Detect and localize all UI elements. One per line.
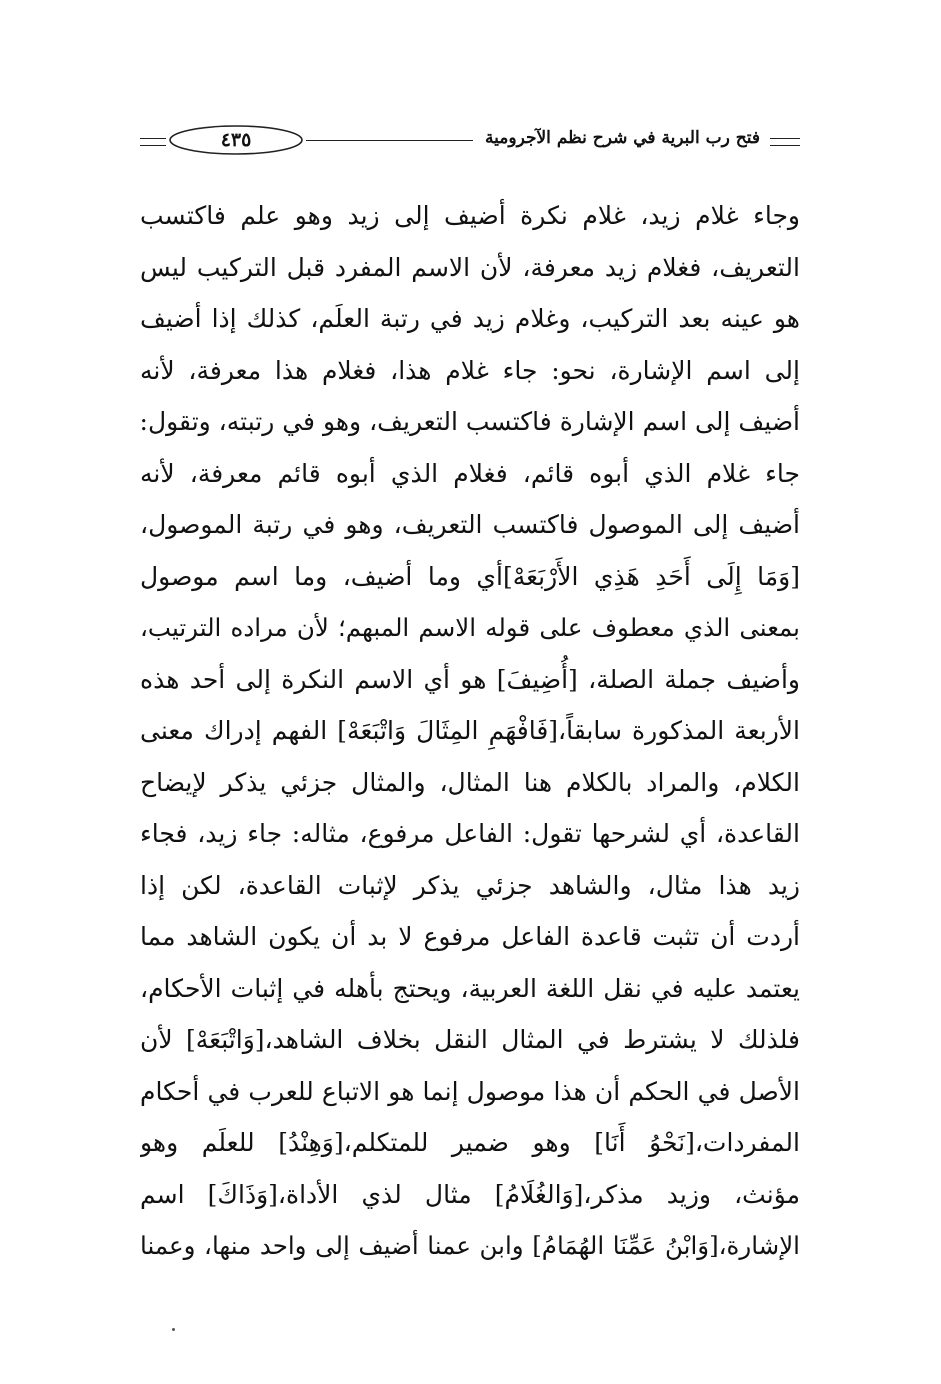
text-line: الأربعة المذكورة سابقاً،[فَافْهَمِ المِثَالَ وَاتْبَعَهْ] الفهم إدراك معنى [140,716,800,745]
text-line: هو عينه بعد التركيب، وغلام زيد في رتبة العلَم، كذلك إذا أضيف [140,304,800,333]
scan-speck [172,1328,175,1331]
text-line: أضيف إلى اسم الإشارة فاكتسب التعريف، وهو في رتبته، وتقول: [140,407,800,436]
text-line: الإشارة،[وَابْنُ عَمِّنَا الهُمَامُ] وابن عمنا أضيف إلى واحد منها، وعمنا [140,1231,800,1260]
text-line: زيد هذا مثال، والشاهد جزئي يذكر لإثبات القاعدة، لكن إذا [140,870,800,900]
text-line: وجاء غلام زيد، غلام نكرة أضيف إلى زيد وهو علم فاكتسب [140,201,800,230]
text-line: التعريف، فغلام زيد معرفة، لأن الاسم المفرد قبل التركيب ليس [140,252,800,282]
text-line: الكلام، والمراد بالكلام هنا المثال، والمثال جزئي يذكر لإيضاح [140,767,800,797]
text-line: أردت أن تثبت قاعدة الفاعل مرفوع لا بد أن يكون الشاهد مما [140,922,800,951]
text-line: الأصل في الحكم أن هذا موصول إنما هو الاتباع للعرب في أحكام [140,1076,800,1106]
text-line: مؤنث، وزيد مذكر،[وَالغُلَامُ] مثال لذي الأداة،[وَذَاكَ] اسم [140,1179,800,1209]
text-line: وأضيف جملة الصلة، [أُضِيفَ] هو أي الاسم النكرة إلى أحد هذه [140,664,800,694]
header-double-rule-right [770,138,800,146]
text-line: القاعدة، أي لشرحها تقول: الفاعل مرفوع، مثاله: جاء زيد، فجاء [140,819,800,848]
text-line: يعتمد عليه في نقل اللغة العربية، ويحتج بأهله في إثبات الأحكام، [140,973,800,1003]
header-title: فتح رب البرية في شرح نظم الآجرومية [485,128,760,148]
text-line: [وَمَا إِلَى أَحَدِ هَذِي الأَرْبَعَهْ]أي وما أضيف، وما اسم موصول [140,561,800,591]
body-text [140,190,800,1272]
text-line: بمعنى الذي معطوف على قوله الاسم المبهم؛ لأن مراده الترتيب، [140,613,800,642]
text-line: جاء غلام الذي أبوه قائم، فغلام الذي أبوه قائم معرفة، لأنه [140,458,800,488]
page-number: ٤٣٥ [220,129,252,151]
header-rule [306,140,473,141]
page-number-frame [166,123,306,157]
text-line: أضيف إلى الموصول فاكتسب التعريف، وهو في رتبة الموصول، [140,510,800,539]
running-header [140,120,800,164]
text-line: إلى اسم الإشارة، نحو: جاء غلام هذا، فغلام هذا معرفة، لأنه [140,355,800,385]
text-line: فلذلك لا يشترط في المثال النقل بخلاف الشاهد،[وَاتْبَعَهْ] لأن [140,1025,800,1054]
header-double-rule-left [140,138,166,146]
text-line: المفردات،[نَحْوُ أَنَا] وهو ضمير للمتكلم،[وَهِنْدُ] للعلَم وهو [140,1128,800,1157]
